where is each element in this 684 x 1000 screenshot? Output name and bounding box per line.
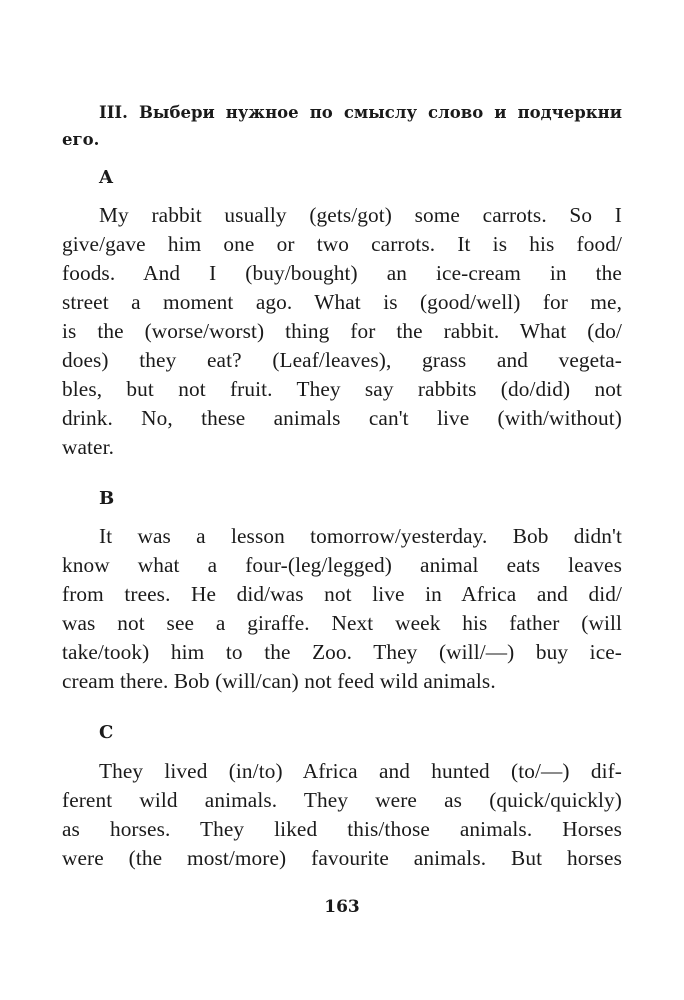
- section-c-letter: C: [99, 722, 114, 743]
- text-line: They lived (in/to) Africa and hunted (to/—) dif-: [99, 759, 622, 783]
- section-c-text: [62, 757, 622, 873]
- text-line: My rabbit usually (gets/got) some carrots. So I: [99, 203, 622, 227]
- text-line: water.: [62, 435, 115, 459]
- task-heading: III. Выбери нужное по смыслу слово и подчеркни его.: [62, 103, 622, 149]
- text-line: ferent wild animals. They were as (quick/quickly): [62, 788, 622, 812]
- page-number: 163: [324, 897, 360, 917]
- text-line: does) they eat? (Leaf/leaves), grass and vegeta-: [62, 348, 622, 372]
- section-a-text: [62, 201, 622, 462]
- text-line: know what a four-(leg/legged) animal eats leaves: [62, 553, 622, 577]
- text-line: drink. No, these animals can't live (with/without): [62, 406, 622, 430]
- text-line: as horses. They liked this/those animals. Horses: [62, 817, 622, 841]
- text-line: take/took) him to the Zoo. They (will/—) buy ice-: [62, 640, 622, 664]
- text-line: from trees. He did/was not live in Africa and did/: [62, 582, 622, 606]
- text-line: is the (worse/worst) thing for the rabbit. What (do/: [62, 319, 622, 343]
- text-line: cream there. Bob (will/can) not feed wild animals.: [62, 669, 496, 693]
- text-line: It was a lesson tomorrow/yesterday. Bob didn't: [99, 524, 622, 548]
- section-b-letter: B: [99, 488, 115, 509]
- text-line: were (the most/more) favourite animals. But horses: [62, 846, 622, 870]
- text-line: foods. And I (buy/bought) an ice-cream in the: [62, 261, 622, 285]
- text-line: was not see a giraffe. Next week his father (will: [62, 611, 622, 635]
- text-line: street a moment ago. What is (good/well) for me,: [62, 290, 622, 314]
- section-a-letter: A: [99, 167, 113, 188]
- section-b-text: [62, 522, 622, 696]
- text-line: bles, but not fruit. They say rabbits (do/did) not: [62, 377, 622, 401]
- text-line: give/gave him one or two carrots. It is his food/: [62, 232, 622, 256]
